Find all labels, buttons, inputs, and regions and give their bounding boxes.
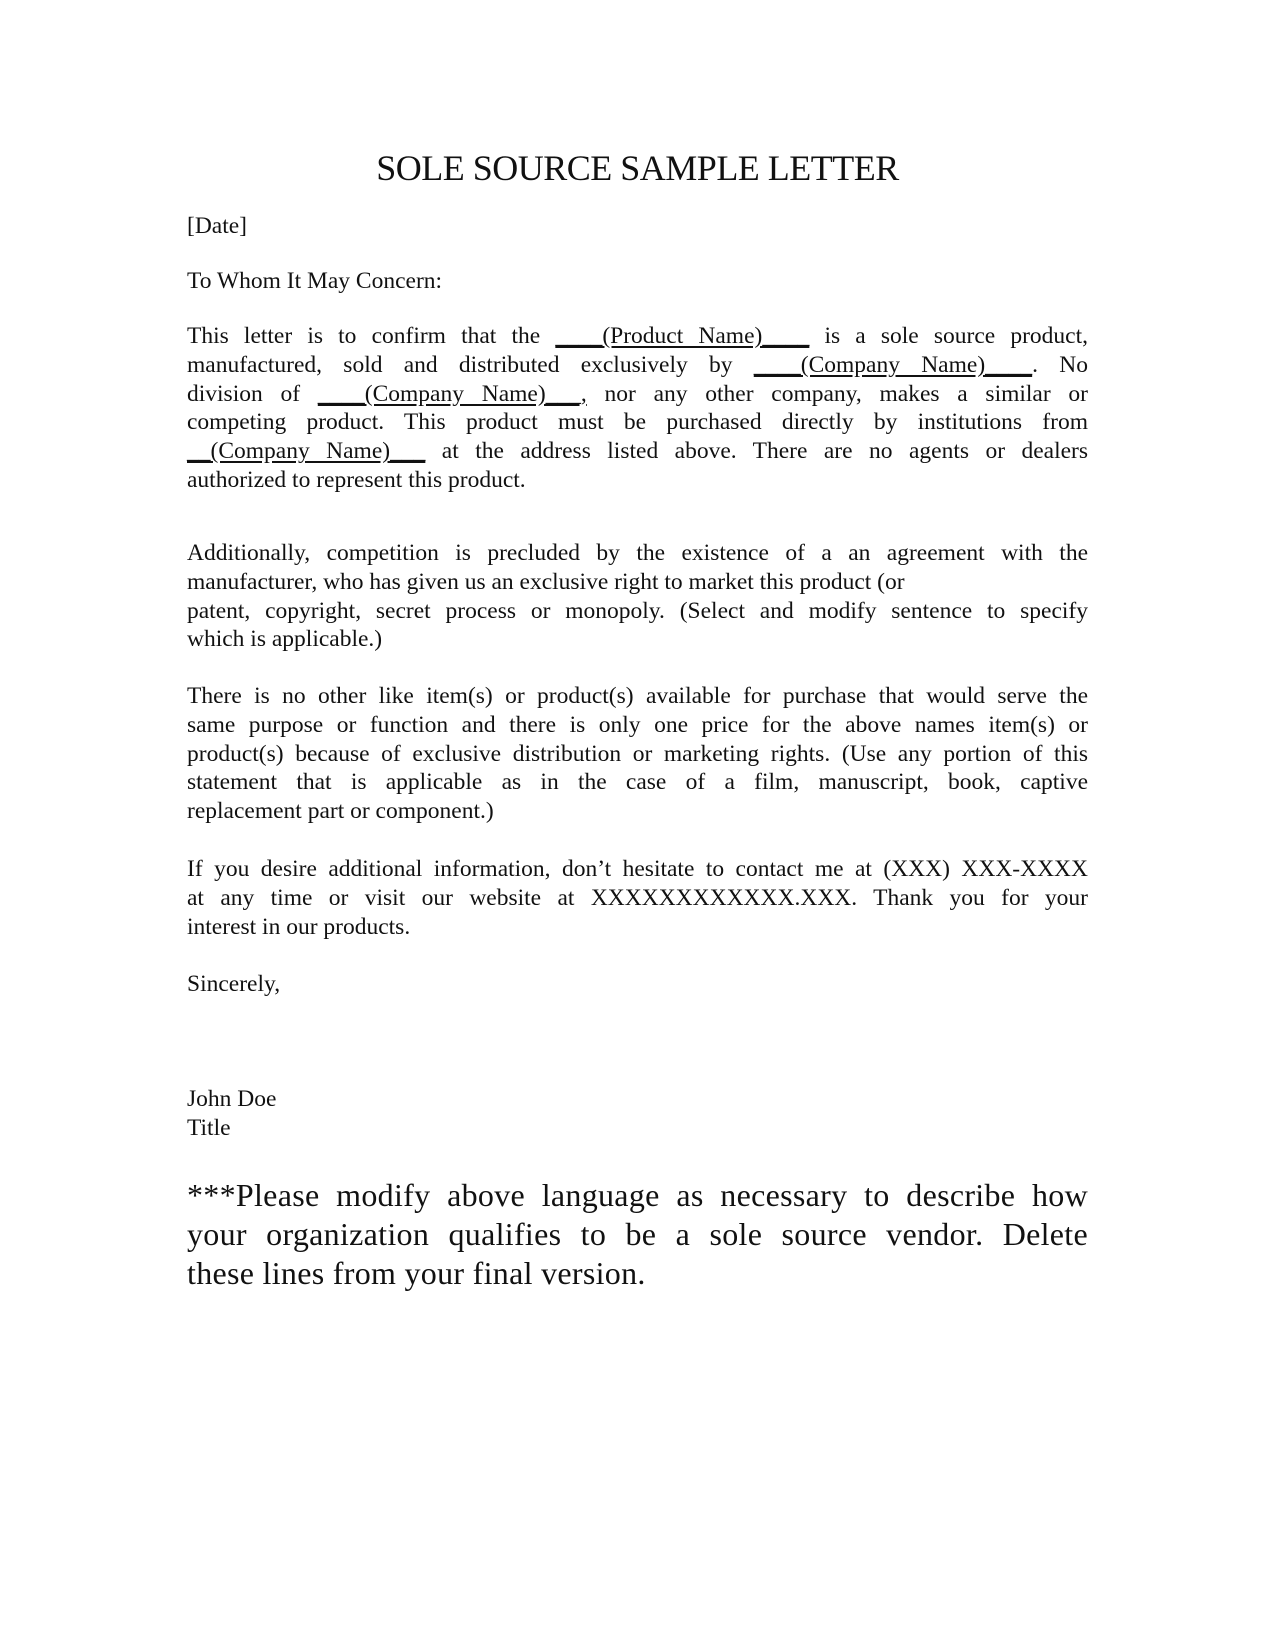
paragraph-no-alternative (187, 682, 1088, 826)
paragraph-line: division of ____(Company Name)___, nor any other company, makes a similar or (187, 380, 1089, 407)
note-line: these lines from your final version. (187, 1255, 646, 1291)
note-line: your organization qualifies to be a sole source vendor. Delete (187, 1216, 1088, 1252)
paragraph-line: replacement part or component.) (187, 798, 494, 825)
paragraph-line: __(Company Name)___ at the address listed above. There are no agents or dealers (187, 438, 1088, 465)
signer-name: John Doe (187, 1086, 277, 1112)
closing: Sincerely, (187, 971, 281, 997)
salutation: To Whom It May Concern: (187, 268, 443, 294)
signer-title: Title (187, 1115, 231, 1141)
paragraph-line: manufactured, sold and distributed exclusively by ____(Company Name)____. No (187, 351, 1089, 378)
paragraph-competition (187, 539, 1088, 654)
product-name-blank: ____(Product Name)____ (555, 323, 810, 349)
paragraph-contact (187, 855, 1088, 941)
paragraph-line: product(s) because of exclusive distribution or marketing rights. (Use any portion of this (187, 740, 1088, 767)
paragraph-line: which is applicable.) (187, 626, 383, 653)
paragraph-line: This letter is to confirm that the ____(Product Name)____ is a sole source product, (187, 323, 1088, 349)
paragraph-line: Additionally, competition is precluded by the existence of a an agreement with the (187, 540, 1088, 566)
paragraph-line: manufacturer, who has given us an exclusive right to market this product (or (187, 568, 905, 595)
note-line: ***Please modify above language as necessary to describe how (187, 1177, 1088, 1213)
paragraph-line: interest in our products. (187, 913, 411, 940)
company-name-blank: __(Company Name)___ (187, 438, 426, 465)
paragraph-line: statement that is applicable as in the case of a film, manuscript, book, captive (187, 769, 1088, 796)
paragraph-line: There is no other like item(s) or product(s) available for purchase that would serve the (187, 683, 1088, 709)
company-name-blank: ____(Company Name)___, (317, 380, 587, 407)
paragraph-line: at any time or visit our website at XXXXXXXXXXXX.XXX. Thank you for your (187, 884, 1088, 911)
paragraph-line: same purpose or function and there is only one price for the above names item(s) or (187, 711, 1088, 738)
instruction-note (187, 1176, 1088, 1293)
paragraph-confirmation (187, 322, 1088, 495)
paragraph-line: competing product. This product must be purchased directly by institutions from (187, 409, 1088, 436)
paragraph-line: patent, copyright, secret process or monopoly. (Select and modify sentence to specify (187, 597, 1088, 624)
paragraph-line: authorized to represent this product. (187, 466, 526, 493)
date-placeholder: [Date] (187, 213, 248, 239)
paragraph-line: If you desire additional information, don’t hesitate to contact me at (XXX) XXX-XXXX (187, 856, 1088, 882)
letter-title: SOLE SOURCE SAMPLE LETTER (376, 148, 899, 188)
company-name-blank: ____(Company Name)____ (753, 351, 1033, 378)
